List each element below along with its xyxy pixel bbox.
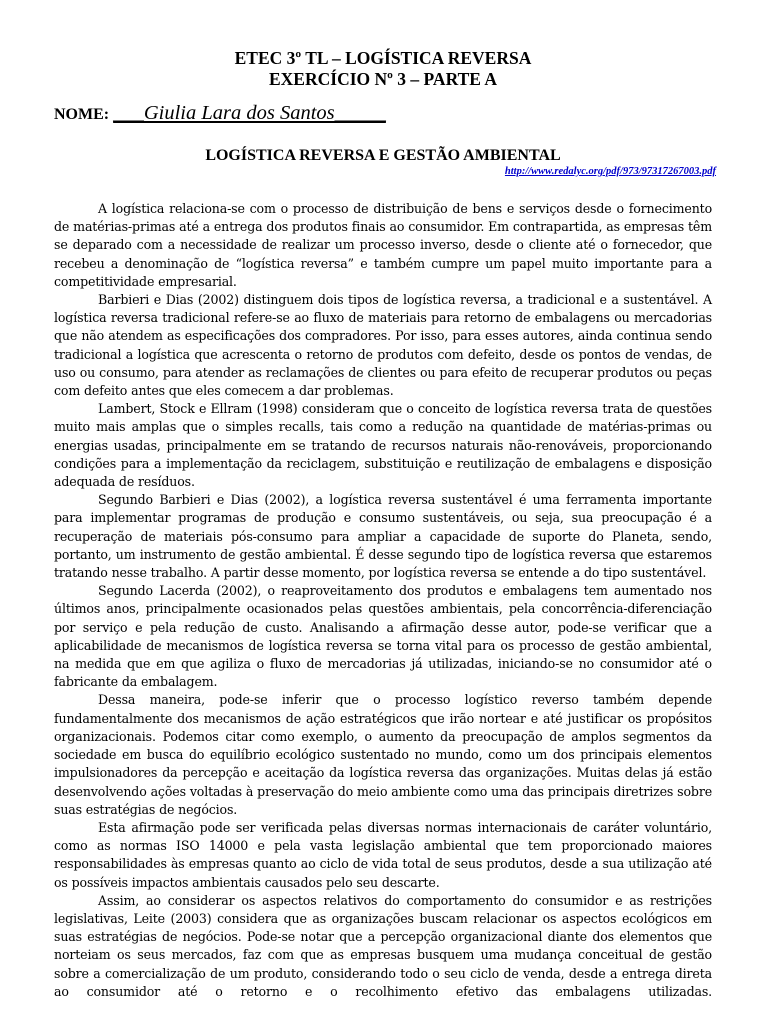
exercise-heading: EXERCÍCIO Nº 3 – PARTE A — [269, 69, 497, 89]
paragraph-1: A logística relaciona-se com o processo de distribuição de bens e serviços desde o fornecimento de matérias-primas até a entrega dos produtos finais ao consumidor. Em contrapartida, as empresas têm se deparado com a necessidade de realizar um processo inverso, desde o cliente até o fornecedor, que recebeu a denominação de “logística reversa” e também cumpre um papel muito importante para a competitividade empresarial. — [54, 201, 712, 289]
name-label: NOME: — [54, 106, 110, 123]
paragraph-6: Dessa maneira, pode-se inferir que o processo logístico reverso também depende fundamentalmente dos mecanismos de ação estratégicos que irão nortear e até justificar os propósitos organizacionais. Podemos citar como exemplo, o aumento da preocupação de amplos segmentos da sociedade em busca do equilíbrio ecológico sustentado no mundo, como um dos principais elementos impulsionadores da percepção e aceitação da logística reversa das organizações. Muitas delas já estão desenvolvendo ações voltadas à preservação do meio ambiente como uma das principais diretrizes sobre suas estratégias de negócios. — [54, 692, 712, 817]
paragraph-2: Barbieri e Dias (2002) distinguem dois tipos de logística reversa, a tradicional e a sustentável. A logística reversa tradicional refere-se ao fluxo de materiais para retorno de embalagens ou mercadorias que não atendem as especificações dos compradores. Por isso, para esses autores, ainda continua sendo tradicional a logística que acrescenta o retorno de produtos com defeito, desde os pontos de vendas, de uso ou consumo, para atender as reclamações de clientes ou para efeito de recuperar produtos ou peças com defeito antes que eles comecem a dar problemas. — [54, 292, 712, 399]
document-page — [54, 48, 716, 1001]
student-name-row — [54, 102, 712, 128]
paragraph-3: Lambert, Stock e Ellram (1998) consideram que o conceito de logística reversa trata de questões muito mais amplas que o simples recalls, tais como a redução na quantidade de matérias-primas ou energias usadas, principalmente em se tratando de recursos naturais não-renováveis, proporcionando condições para a implementação da reciclagem, substituição e reutilização de embalagens e disposição adequada de resíduos. — [54, 401, 712, 490]
paragraph-4: Segundo Barbieri e Dias (2002), a logística reversa sustentável é uma ferramenta importante para implementar programas de produção e consumo sustentáveis, ou seja, sua preocupação é a recuperação de materiais pós-consumo para ampliar a capacidade de suporte do Planeta, sendo, portanto, um instrumento de gestão ambiental. É desse segundo tipo de logística reversa que estaremos tratando nesse trabalho. A partir desse momento, por logística reversa se entende a do tipo sustentável. — [54, 492, 712, 581]
article-title: LOGÍSTICA REVERSA E GESTÃO AMBIENTAL — [205, 147, 561, 164]
student-name-value: ___Giulia Lara dos Santos_____ — [113, 102, 386, 124]
course-heading: ETEC 3º TL – LOGÍSTICA REVERSA — [234, 48, 532, 68]
source-link[interactable]: http://www.redalyc.org/pdf/973/97317267003.pdf — [504, 166, 716, 177]
paragraph-7: Esta afirmação pode ser verificada pelas diversas normas internacionais de caráter voluntário, como as normas ISO 14000 e pela vasta legislação ambiental que tem proporcionado maiores responsabilidades às empresas quanto ao ciclo de vida total de seus produtos, desde a sua utilização até os possíveis impactos ambientais causados pelo seu descarte. — [54, 819, 712, 890]
paragraph-8: Assim, ao considerar os aspectos relativos do comportamento do consumidor e as restrições legislativas, Leite (2003) considera que as organizações buscam relacionar os aspectos ecológicos em suas estratégias de negócios. Pode-se notar que a percepção organizacional diante dos elementos que norteiam os seus mercados, faz com que as empresas busquem uma mudança conceitual de gestão sobre a comercialização de um produto, considerando todo o seu ciclo de venda, desde a entrega direta ao consumidor até o retorno e o recolhimento efetivo das embalagens utilizadas. — [54, 892, 712, 999]
article-body — [54, 200, 712, 1001]
paragraph-5: Segundo Lacerda (2002), o reaproveitamento dos produtos e embalagens tem aumentado nos últimos anos, principalmente ocasionados pelas questões ambientais, pela concorrência-diferenciação por serviço e pela redução de custo. Analisando a afirmação desse autor, pode-se verificar que a aplicabilidade de mecanismos de logística reversa se torna vital para os processo de gestão ambiental, na medida que em que agiliza o fluxo de mercadorias já utilizadas, iniciando-se no consumidor até o fabricante da embalagem. — [54, 583, 712, 690]
